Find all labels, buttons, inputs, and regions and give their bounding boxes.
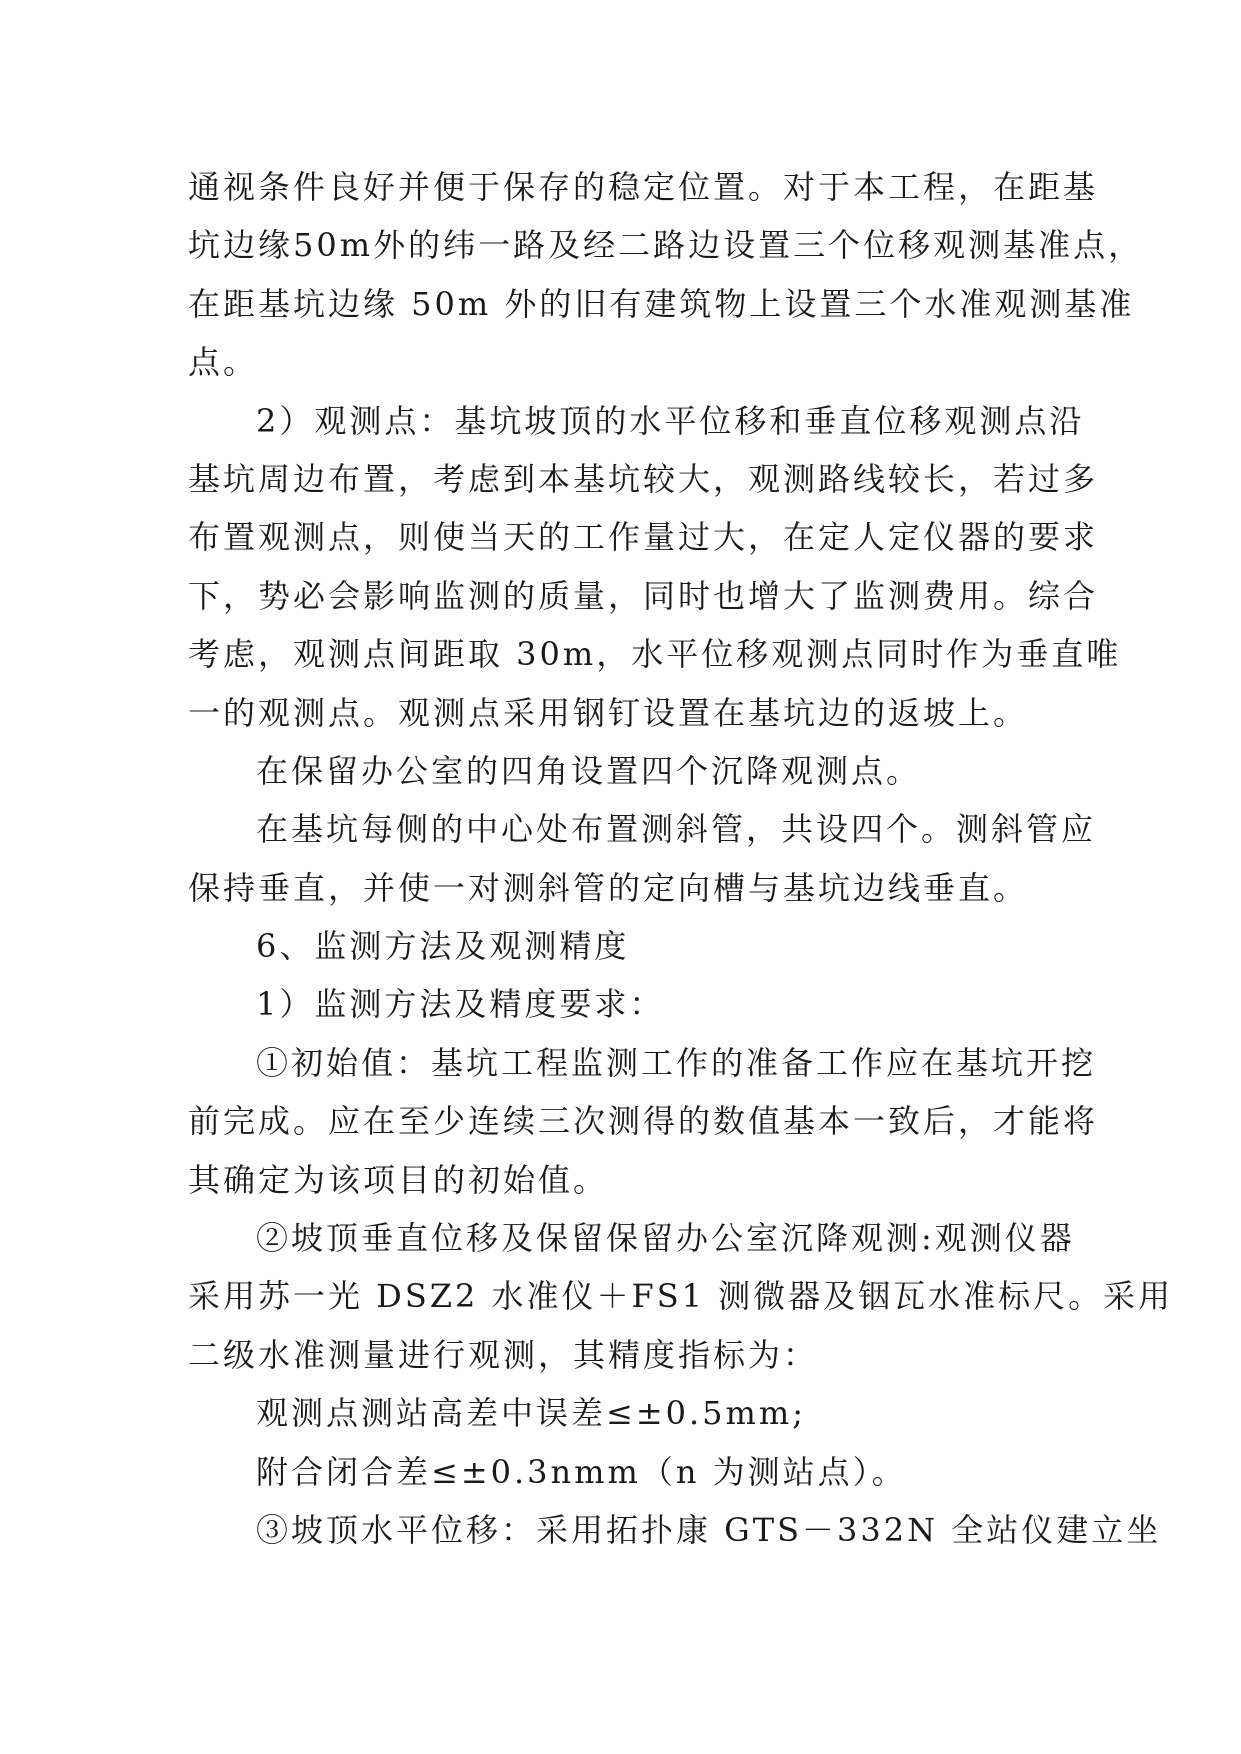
text-line: 前完成。应在至少连续三次测得的数值基本一致后，才能将 (188, 1102, 1099, 1141)
text-line: 在基坑每侧的中心处布置测斜管，共设四个。测斜管应 (256, 810, 1097, 849)
text-line: 一的观测点。观测点采用钢钉设置在基坑边的返坡上。 (188, 693, 1029, 732)
text-line: ②坡顶垂直位移及保留保留办公室沉降观测:观测仪器 (256, 1219, 1075, 1258)
text-line: 其确定为该项目的初始值。 (188, 1160, 609, 1199)
text-line: 2）观测点：基坑坡顶的水平位移和垂直位移观测点沿 (256, 401, 1085, 440)
text-line: ③坡顶水平位移：采用拓扑康 GTS－332N 全站仪建立坐 (256, 1510, 1162, 1549)
text-line: 考虑，观测点间距取 30m，水平位移观测点同时作为垂直唯 (188, 635, 1122, 674)
text-line: 二级水准测量进行观测，其精度指标为： (188, 1335, 819, 1374)
text-line: 基坑周边布置，考虑到本基坑较大，观测路线较长，若过多 (188, 459, 1099, 498)
text-line: 附合闭合差≤±0.3nmm（n 为测站点）。 (256, 1452, 907, 1491)
text-line: 通视条件良好并便于保存的稳定位置。对于本工程，在距基 (188, 168, 1099, 206)
text-line: 坑边缘50m外的纬一路及经二路边设置三个位移观测基准点， (188, 226, 1144, 265)
text-line: 保持垂直，并使一对测斜管的定向槽与基坑边线垂直。 (188, 868, 1029, 907)
text-line: 点。 (188, 343, 259, 382)
text-line: ①初始值：基坑工程监测工作的准备工作应在基坑开挖 (256, 1043, 1097, 1082)
text-line: 1）监测方法及精度要求： (256, 985, 665, 1024)
text-line: 在距基坑边缘 50m 外的旧有建筑物上设置三个水准观测基准 (188, 284, 1135, 323)
text-line: 下，势必会影响监测的质量，同时也增大了监测费用。综合 (188, 576, 1099, 615)
text-line: 在保留办公室的四角设置四个沉降观测点。 (256, 751, 922, 790)
document-body (188, 158, 1174, 1559)
text-line: 6、监测方法及观测精度 (256, 927, 630, 966)
text-line: 采用苏一光 DSZ2 水准仪＋FS1 测微器及铟瓦水准标尺。采用 (188, 1277, 1174, 1316)
text-line: 观测点测站高差中误差≤±0.5mm; (256, 1394, 806, 1433)
text-line: 布置观测点，则使当天的工作量过大，在定人定仪器的要求 (188, 518, 1099, 557)
